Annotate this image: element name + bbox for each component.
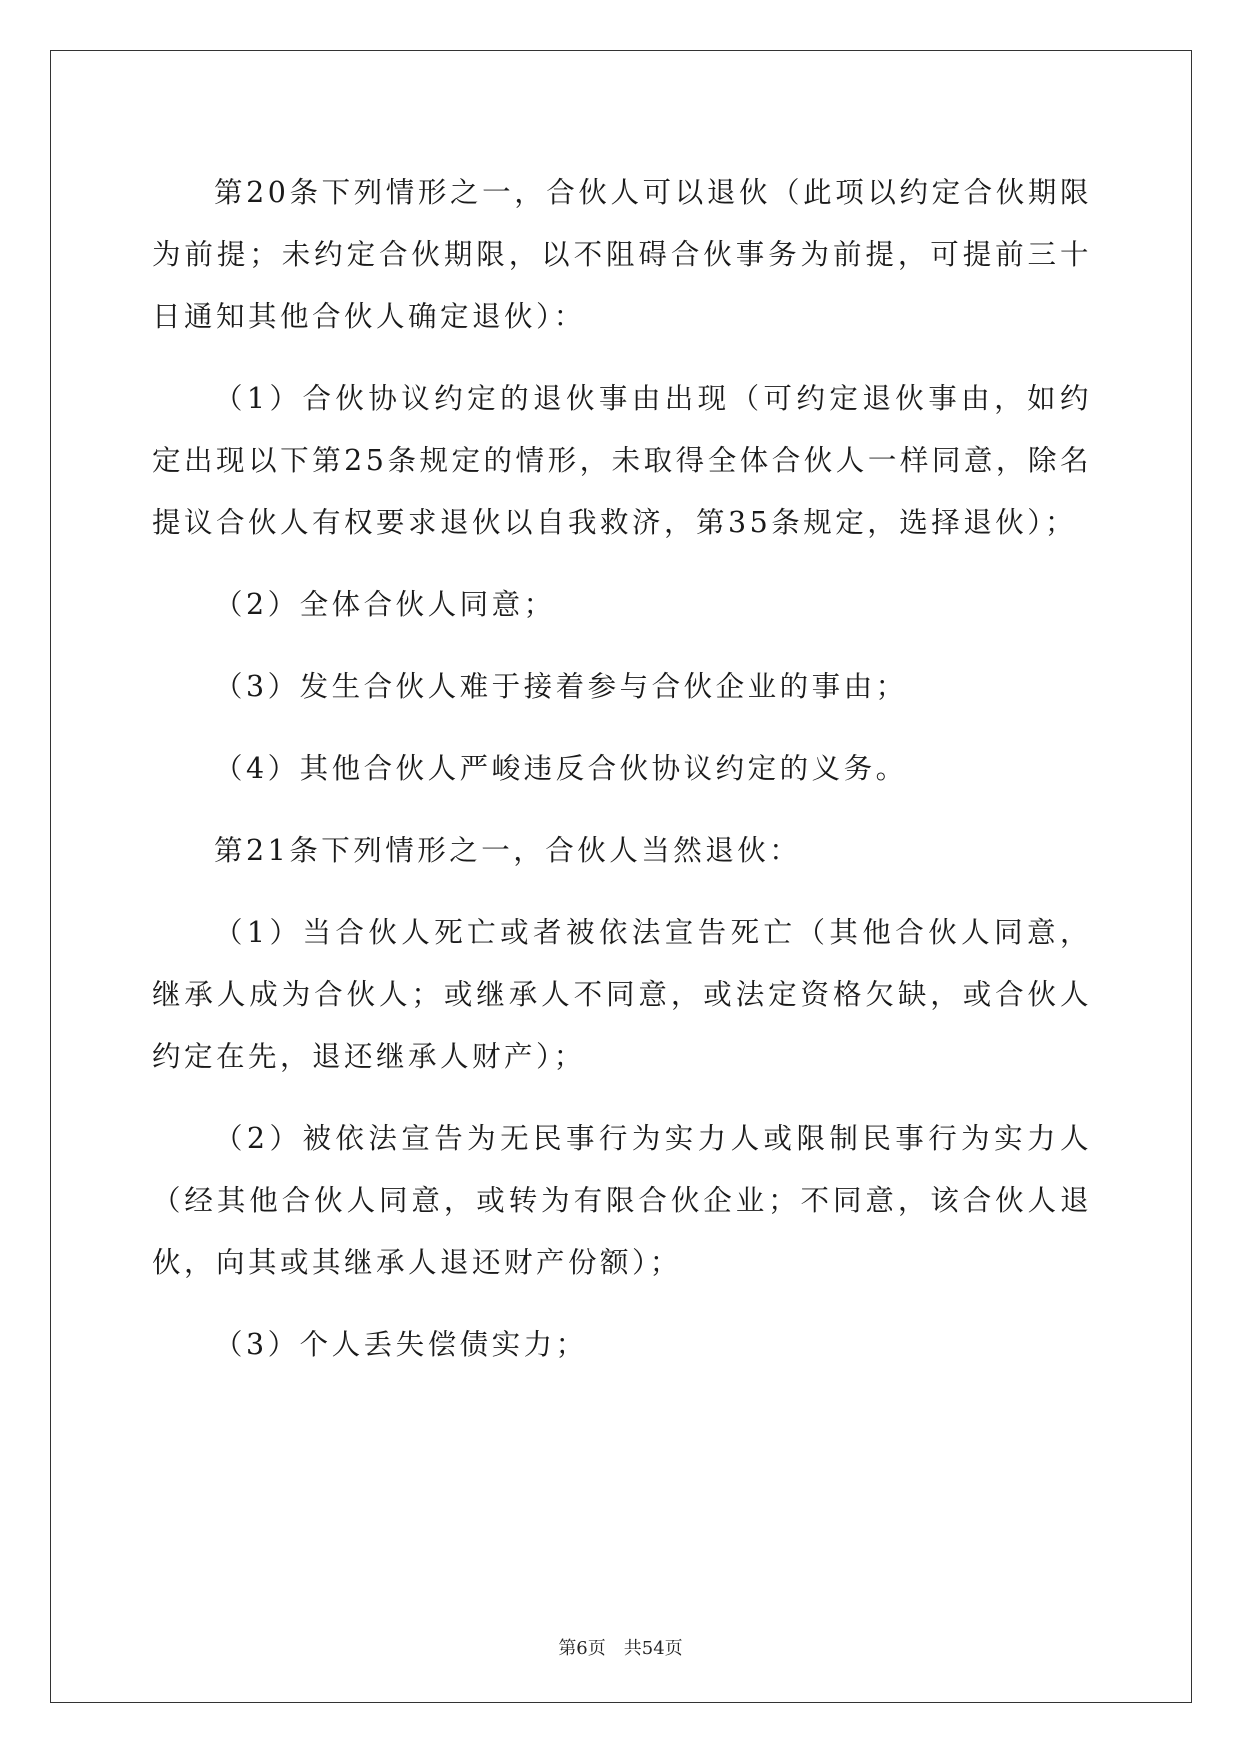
total-pages: 共54页 xyxy=(623,1638,683,1659)
paragraph-21-item-1: （1）当合伙人死亡或者被依法宣告死亡（其他合伙人同意，继承人成为合伙人；或继承人不同意，或法定资格欠缺，或合伙人约定在先，退还继承人财产）； xyxy=(152,916,1092,1073)
page-number: 第6页 xyxy=(558,1638,606,1659)
paragraph-item-2: （2）全体合伙人同意； xyxy=(214,588,556,621)
paragraph-item-4: （4）其他合伙人严峻违反合伙协议约定的义务。 xyxy=(214,752,908,785)
paragraph-21-item-3: （3）个人丢失偿债实力； xyxy=(214,1328,588,1361)
paragraph-item-3: （3）发生合伙人难于接着参与合伙企业的事由； xyxy=(214,670,908,703)
paragraph-21-item-2: （2）被依法宣告为无民事行为实力人或限制民事行为实力人（经其他合伙人同意，或转为有限合伙企业；不同意，该合伙人退伙，向其或其继承人退还财产份额）； xyxy=(152,1122,1092,1279)
page-footer xyxy=(0,1634,1241,1660)
paragraph-article-21: 第21条下列情形之一，合伙人当然退伙： xyxy=(214,834,802,867)
document-body xyxy=(152,162,1092,1376)
paragraph-article-20: 第20条下列情形之一，合伙人可以退伙（此项以约定合伙期限为前提；未约定合伙期限，以不阻碍合伙事务为前提，可提前三十日通知其他合伙人确定退伙）： xyxy=(152,176,1092,333)
paragraph-item-1: （1）合伙协议约定的退伙事由出现（可约定退伙事由，如约定出现以下第25条规定的情形，未取得全体合伙人一样同意，除名提议合伙人有权要求退伙以自我救济，第35条规定，选择退伙）； xyxy=(152,382,1092,539)
